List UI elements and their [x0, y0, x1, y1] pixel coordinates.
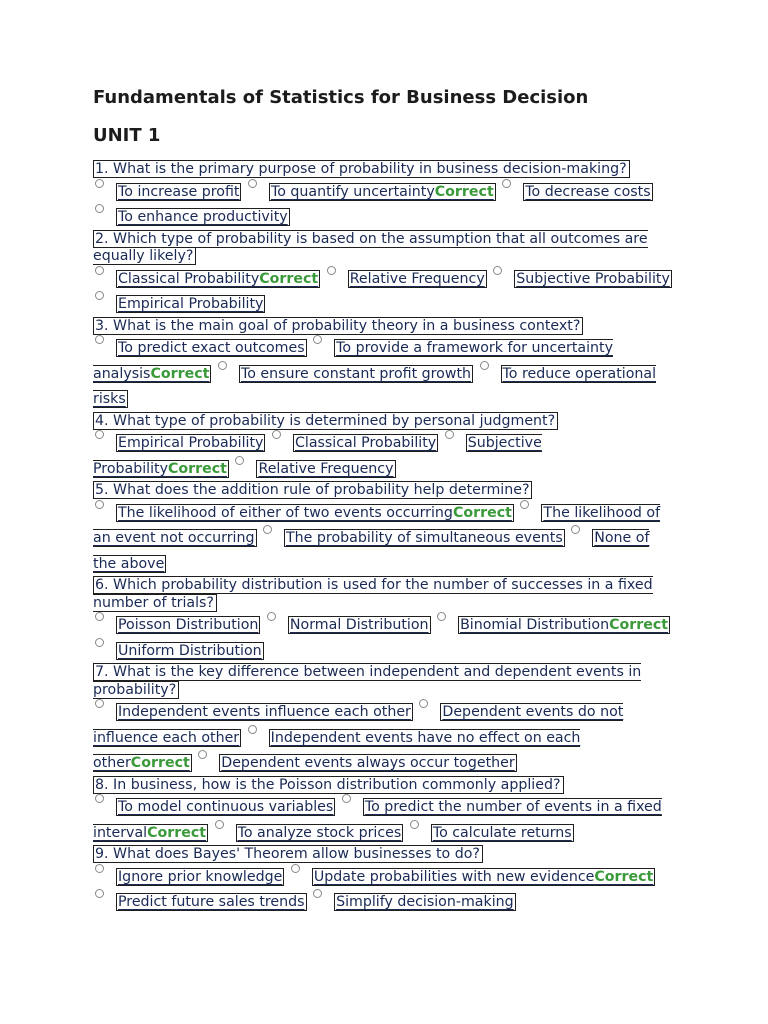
- option-spacer: [206, 825, 207, 841]
- option-spacer: [563, 530, 564, 546]
- radio-button[interactable]: [410, 820, 419, 829]
- question-block: [93, 413, 676, 483]
- question-block: [93, 777, 676, 847]
- answer-option-label: Relative Frequency: [258, 460, 394, 477]
- radio-button[interactable]: [571, 525, 580, 534]
- answer-option-label: To analyze stock prices: [237, 824, 402, 841]
- question-text: 2. Which type of probability is based on the assumption that all outcomes are equally likely?: [93, 230, 648, 264]
- answer-options: [93, 180, 676, 231]
- answer-option[interactable]: [269, 183, 496, 201]
- radio-button[interactable]: [95, 179, 104, 188]
- option-spacer: [255, 530, 256, 546]
- answer-option[interactable]: [431, 824, 574, 842]
- answer-option[interactable]: [312, 868, 656, 886]
- answer-option-label: To increase profit: [118, 183, 240, 200]
- option-spacer: [653, 869, 654, 885]
- radio-button[interactable]: [263, 525, 272, 534]
- answer-option-label: To provide a framework for uncertainty analysis: [93, 340, 614, 382]
- answer-option-label: To reduce operational risks: [93, 365, 657, 407]
- option-spacer: [318, 271, 319, 287]
- radio-button[interactable]: [198, 750, 207, 759]
- answer-options: [93, 431, 676, 482]
- answer-option[interactable]: [348, 270, 487, 288]
- radio-button[interactable]: [95, 794, 104, 803]
- question-block: [93, 482, 676, 577]
- option-spacer: [515, 755, 516, 771]
- answer-options: [93, 613, 676, 664]
- option-spacer: [239, 184, 240, 200]
- option-spacer: [572, 825, 573, 841]
- correct-badge: Correct: [594, 868, 654, 885]
- answer-option[interactable]: [116, 183, 241, 201]
- correct-badge: Correct: [259, 270, 319, 287]
- answer-option[interactable]: [116, 703, 413, 721]
- radio-button[interactable]: [248, 725, 257, 734]
- question-text: 9. What does Bayes' Theorem allow businesses to do?: [93, 845, 483, 863]
- option-spacer: [305, 340, 306, 356]
- answer-option-label: To calculate returns: [432, 824, 572, 841]
- question-block: [93, 318, 676, 413]
- radio-button[interactable]: [95, 430, 104, 439]
- radio-button[interactable]: [342, 794, 351, 803]
- answer-option-label: The likelihood of an event not occurring: [93, 504, 661, 546]
- answer-option[interactable]: [293, 434, 438, 452]
- answer-option-label: Simplify decision-making: [336, 894, 514, 910]
- option-spacer: [514, 894, 515, 910]
- answer-option-label: Empirical Probability: [118, 435, 264, 451]
- answer-option[interactable]: [514, 270, 672, 288]
- question-text: 3. What is the main goal of probability theory in a business context?: [93, 317, 583, 335]
- radio-button[interactable]: [248, 179, 257, 188]
- radio-button[interactable]: [218, 361, 227, 370]
- question-text: 6. Which probability distribution is used for the number of successes in a fixed number of trials?: [93, 577, 653, 611]
- radio-button[interactable]: [272, 430, 281, 439]
- option-spacer: [668, 617, 669, 633]
- radio-button[interactable]: [291, 864, 300, 873]
- radio-button[interactable]: [95, 638, 104, 647]
- question-text: 4. What type of probability is determined by personal judgment?: [93, 412, 558, 430]
- document-title: Fundamentals of Statistics for Business Decision: [93, 87, 589, 108]
- option-spacer: [394, 461, 395, 477]
- answer-option-label: To quantify uncertainty: [270, 183, 435, 200]
- option-spacer: [258, 617, 259, 633]
- answer-option[interactable]: [116, 893, 307, 911]
- option-spacer: [401, 825, 402, 841]
- radio-button[interactable]: [445, 430, 454, 439]
- answer-option-label: Uniform Distribution: [118, 642, 262, 659]
- radio-button[interactable]: [95, 500, 104, 509]
- answer-option-label: Independent events influence each other: [118, 704, 411, 720]
- correct-badge: Correct: [609, 617, 669, 633]
- correct-badge: Correct: [168, 460, 227, 477]
- answer-option-label: The likelihood of either of two events occurring: [118, 504, 453, 521]
- question-text: 5. What does the addition rule of probability help determine?: [93, 481, 532, 499]
- answer-option-label: Dependent events do not influence each other: [93, 704, 624, 746]
- answer-option-label: Relative Frequency: [349, 270, 485, 287]
- radio-button[interactable]: [215, 820, 224, 829]
- answer-option[interactable]: [116, 798, 335, 816]
- radio-button[interactable]: [95, 889, 104, 898]
- answer-options: [93, 795, 676, 846]
- correct-badge: Correct: [434, 183, 494, 200]
- radio-button[interactable]: [95, 204, 104, 213]
- document: [93, 86, 676, 916]
- option-spacer: [305, 894, 306, 910]
- answer-options: [93, 336, 676, 413]
- option-spacer: [471, 366, 472, 382]
- answer-option-label: Predict future sales trends: [118, 894, 305, 910]
- option-spacer: [227, 461, 228, 477]
- answer-option-label: To model continuous variables: [118, 799, 334, 815]
- answer-option-label: Classical Probability: [118, 270, 260, 287]
- question-text: 7. What is the key difference between independent and dependent events in probability?: [93, 664, 642, 698]
- option-spacer: [263, 435, 264, 451]
- option-spacer: [429, 617, 430, 633]
- question-block: [93, 231, 676, 318]
- answer-option[interactable]: [116, 434, 265, 452]
- answer-option[interactable]: [116, 295, 265, 313]
- correct-badge: Correct: [452, 504, 512, 521]
- answer-option-label: To enhance productivity: [118, 209, 288, 225]
- option-spacer: [485, 271, 486, 287]
- answer-option-label: The probability of simultaneous events: [286, 530, 563, 546]
- answer-option[interactable]: [284, 529, 565, 547]
- answer-option-label: Update probabilities with new evidence: [313, 868, 595, 885]
- question-text: 8. In business, how is the Poisson distribution commonly applied?: [93, 776, 564, 794]
- unit-title: UNIT 1: [93, 125, 161, 146]
- answer-option-label: Independent events have no effect on each other: [93, 729, 581, 771]
- answer-option[interactable]: [116, 208, 290, 226]
- option-spacer: [670, 271, 671, 287]
- answer-option[interactable]: [236, 824, 404, 842]
- radio-button[interactable]: [95, 612, 104, 621]
- answer-option-label: Subjective Probability: [516, 270, 670, 287]
- answer-option-label: Dependent events always occur together: [221, 755, 515, 771]
- correct-badge: Correct: [147, 824, 207, 841]
- radio-button[interactable]: [95, 864, 104, 873]
- answer-option[interactable]: [116, 339, 307, 357]
- answer-option[interactable]: [116, 642, 264, 660]
- answer-option[interactable]: [458, 616, 670, 634]
- answer-option-label: Subjective Probability: [93, 435, 542, 477]
- answer-option-label: Poisson Distribution: [118, 617, 259, 633]
- correct-badge: Correct: [130, 755, 190, 771]
- question-block: [93, 577, 676, 664]
- radio-button[interactable]: [313, 335, 322, 344]
- question-block: [93, 161, 676, 231]
- option-spacer: [263, 296, 264, 312]
- answer-option[interactable]: [116, 270, 320, 288]
- option-spacer: [333, 799, 334, 815]
- answer-options: [93, 700, 676, 777]
- answer-option[interactable]: [239, 365, 473, 383]
- option-spacer: [411, 704, 412, 720]
- answer-option[interactable]: [256, 460, 395, 478]
- answer-option-label: Empirical Probability: [118, 296, 264, 312]
- answer-option-label: Classical Probability: [294, 435, 437, 451]
- answer-option[interactable]: [288, 616, 431, 634]
- radio-button[interactable]: [437, 612, 446, 621]
- radio-button[interactable]: [520, 500, 529, 509]
- option-spacer: [126, 391, 127, 407]
- option-spacer: [288, 209, 289, 225]
- answer-options: [93, 501, 676, 578]
- answer-option[interactable]: [523, 183, 652, 201]
- answer-options: [93, 865, 676, 916]
- answer-option-label: To predict exact outcomes: [118, 340, 305, 356]
- answer-option[interactable]: [116, 868, 284, 886]
- radio-button[interactable]: [95, 266, 104, 275]
- answer-option-label: None of the above: [93, 530, 650, 572]
- radio-button[interactable]: [327, 266, 336, 275]
- option-spacer: [282, 869, 283, 885]
- answer-option[interactable]: [116, 616, 260, 634]
- answer-option-label: To ensure constant profit growth: [240, 365, 472, 382]
- radio-button[interactable]: [95, 291, 104, 300]
- answer-option-label: To decrease costs: [525, 183, 651, 200]
- answer-option-label: Ignore prior knowledge: [118, 868, 283, 885]
- option-spacer: [190, 755, 191, 771]
- option-spacer: [651, 184, 652, 200]
- option-spacer: [164, 556, 165, 572]
- radio-button[interactable]: [480, 361, 489, 370]
- answer-option-label: Binomial Distribution: [460, 617, 610, 633]
- option-spacer: [239, 730, 240, 746]
- quiz-list: [93, 161, 676, 916]
- answer-option-label: To predict the number of events in a fixed interval: [93, 799, 662, 841]
- radio-button[interactable]: [419, 699, 428, 708]
- answer-option-label: Normal Distribution: [289, 617, 429, 633]
- question-block: [93, 846, 676, 916]
- option-spacer: [436, 435, 437, 451]
- radio-button[interactable]: [95, 335, 104, 344]
- answer-options: [93, 267, 676, 318]
- radio-button[interactable]: [267, 612, 276, 621]
- radio-button[interactable]: [235, 456, 244, 465]
- radio-button[interactable]: [95, 699, 104, 708]
- correct-badge: Correct: [150, 365, 210, 382]
- option-spacer: [262, 643, 263, 659]
- question-block: [93, 664, 676, 777]
- question-text: 1. What is the primary purpose of probability in business decision-making?: [93, 160, 630, 178]
- option-spacer: [512, 505, 513, 521]
- radio-button[interactable]: [493, 266, 502, 275]
- answer-option[interactable]: [219, 754, 516, 772]
- radio-button[interactable]: [313, 889, 322, 898]
- answer-option[interactable]: [334, 893, 516, 911]
- option-spacer: [209, 366, 210, 382]
- radio-button[interactable]: [502, 179, 511, 188]
- option-spacer: [494, 184, 495, 200]
- answer-option[interactable]: [116, 504, 514, 522]
